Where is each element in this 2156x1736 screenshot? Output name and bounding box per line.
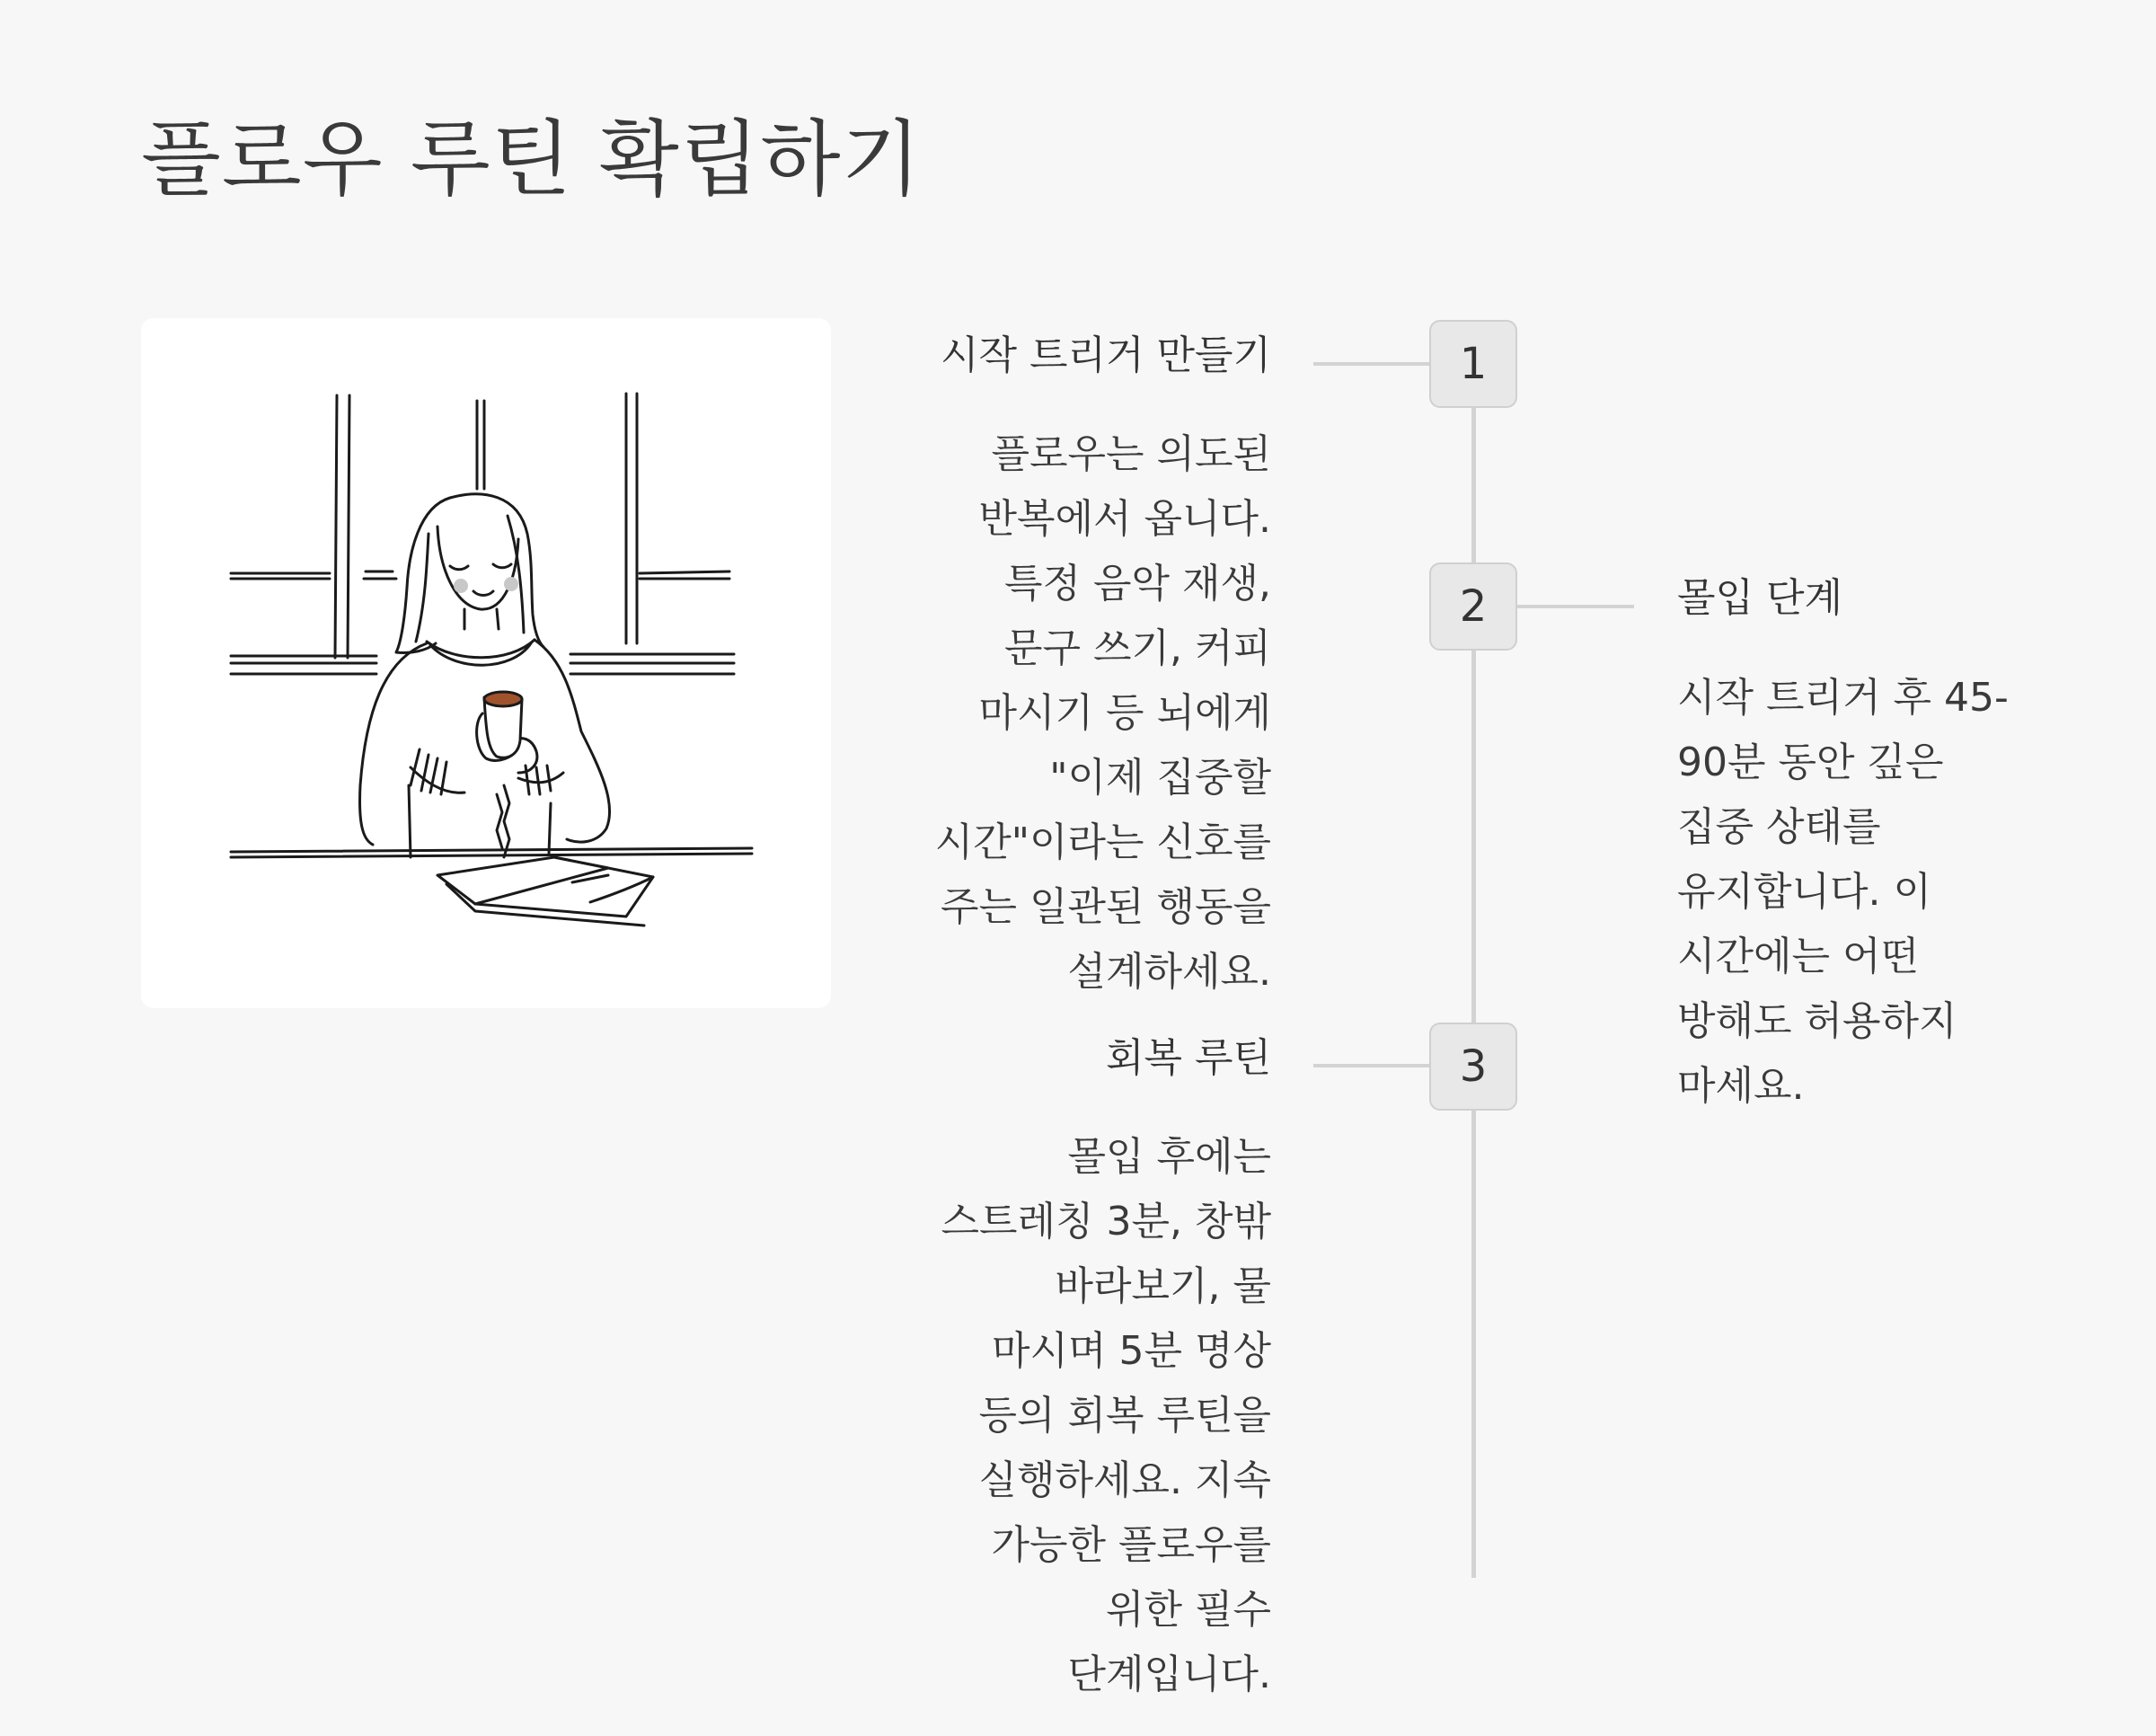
step-2-connector	[1517, 605, 1634, 608]
step-1-number-badge: 1	[1429, 320, 1517, 408]
step-2-title: 몰입 단계	[1677, 575, 1843, 621]
step-3-number-badge: 3	[1429, 1023, 1517, 1111]
step-2-description: 시작 트리거 후 45-90분 동안 깊은 집중 상태를 유지합니다. 이 시간에는 어떤 방해도 허용하지 마세요.	[1677, 675, 2009, 1109]
step-1-description: 플로우는 의도된 반복에서 옵니다. 특정 음악 재생, 문구 쓰기, 커피 마시기 등 뇌에게 "이제 집중할 시간"이라는 신호를 주는 일관된 행동을 설계하세요.	[934, 431, 1271, 995]
woman-drinking-coffee-illustration	[141, 318, 831, 1008]
step-1-title: 시작 트리거 만들기	[940, 332, 1271, 378]
step-1-connector	[1313, 362, 1430, 366]
step-3-description: 몰입 후에는 스트레칭 3분, 창밖 바라보기, 물 마시며 5분 명상 등의 회복 루틴을 실행하세요. 지속 가능한 플로우를 위한 필수 단계입니다.	[941, 1134, 1271, 1697]
step-2-number-badge: 2	[1429, 562, 1517, 651]
timeline-line	[1471, 377, 1476, 1578]
step-3-connector	[1313, 1064, 1430, 1067]
page-title: 플로우 루틴 확립하기	[141, 111, 923, 208]
step-3-title: 회복 루틴	[1105, 1035, 1271, 1081]
